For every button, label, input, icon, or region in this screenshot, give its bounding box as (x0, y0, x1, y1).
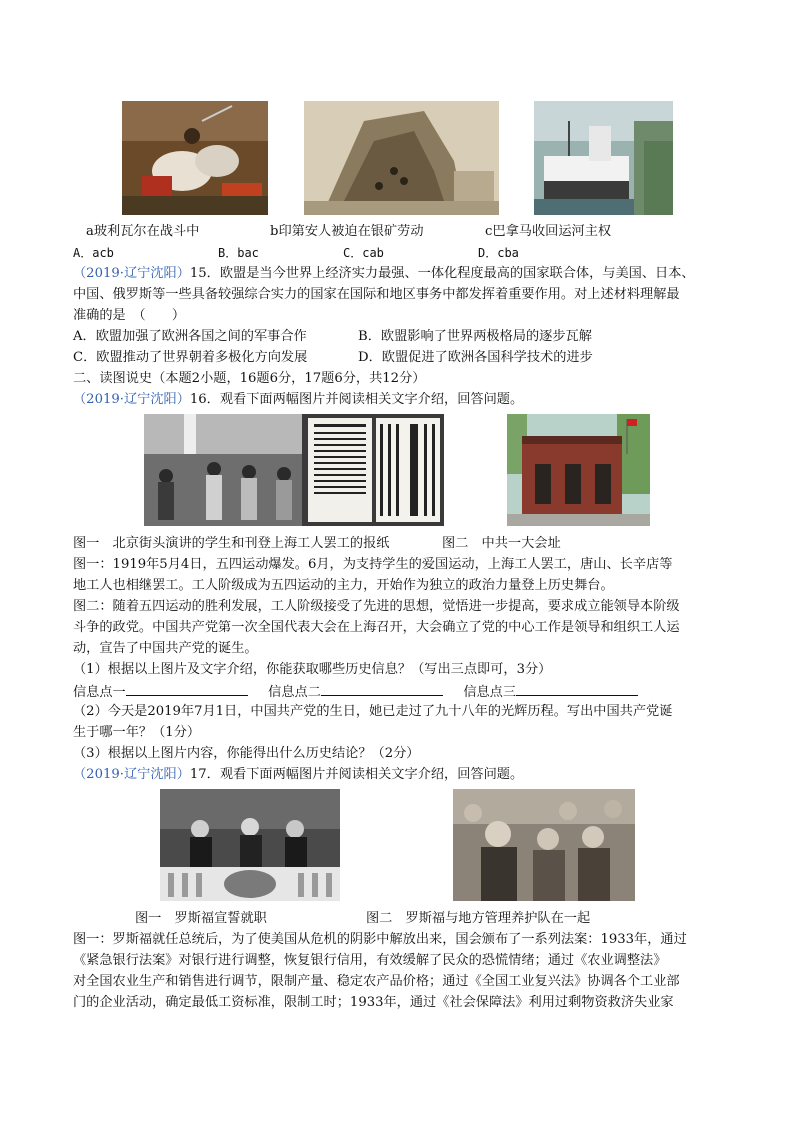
q15-option-d: D．欧盟促进了欧洲各国科学技术的进步 (358, 350, 593, 365)
q16-para2-line2: 斗争的政党。中国共产党第一次全国代表大会在上海召开，大会确立了党的中心工作是领导和组织工人运 (73, 620, 680, 635)
q14-caption-b: b印第安人被迫在银矿劳动 (270, 224, 424, 239)
q14-option-c: C．cab (343, 246, 384, 260)
q14-option-a: A．acb (73, 246, 114, 260)
q16-stem: （2019·辽宁沈阳）16．观看下面两幅图片并阅读相关文字介绍，回答问题。 (73, 392, 524, 407)
q16-para2-line1: 图二：随着五四运动的胜利发展，工人阶级接受了先进的思想，觉悟进一步提高，要求成立能领导本阶级 (73, 599, 680, 614)
bolivar-battle-painting (122, 101, 268, 215)
q16-para1-line2: 地工人也相继罢工。工人阶级成为五四运动的主力，开始作为独立的政治力量登上历史舞台。 (73, 578, 614, 593)
q16-sub3: （3）根据以上图片内容，你能得出什么历史结论？（2分） (73, 746, 420, 761)
q15-source: （2019·辽宁沈阳） (73, 266, 190, 281)
roosevelt-inauguration-photo (160, 789, 340, 901)
q16-sub2-line2: 生于哪一年？（1分） (73, 725, 201, 740)
q14-option-d: D．cba (478, 246, 519, 260)
q15-option-c: C．欧盟推动了世界朝着多极化方向发展 (73, 350, 308, 365)
q16-para2-line3: 动，宣告了中国共产党的诞生。 (73, 641, 258, 656)
workers-strike-newspaper-photo (302, 414, 444, 526)
q16-figure1-caption: 图一 北京街头演讲的学生和刊登上海工人罢工的报纸 (73, 536, 390, 551)
q16-source: （2019·辽宁沈阳） (73, 392, 190, 407)
first-congress-site-photo (507, 414, 650, 526)
q15-stem-line3: 准确的是 （ ） (73, 308, 186, 323)
q14-option-b: B．bac (218, 246, 259, 260)
info-point-2-label: 信息点二 (268, 685, 321, 700)
q16-info-points (73, 681, 638, 703)
q17-stem: （2019·辽宁沈阳）17．观看下面两幅图片并阅读相关文字介绍，回答问题。 (73, 767, 524, 782)
info-point-1-blank[interactable] (126, 681, 248, 696)
q17-source: （2019·辽宁沈阳） (73, 767, 190, 782)
q16-sub1: （1）根据以上图片及文字介绍，你能获取哪些历史信息？（写出三点即可，3分） (73, 662, 552, 677)
info-point-3-blank[interactable] (516, 681, 638, 696)
q15-option-a: A．欧盟加强了欧洲各国之间的军事合作 (73, 329, 307, 344)
students-street-speech-photo (144, 414, 302, 526)
q17-figure1-caption: 图一 罗斯福宣誓就职 (135, 911, 267, 926)
q17-para1-line2: 《紧急银行法案》对银行进行调整，恢复银行信用，有效缓解了民众的恐慌情绪；通过《农业调整法》 (73, 953, 667, 968)
q17-figure2-caption: 图二 罗斯福与地方管理养护队在一起 (366, 911, 591, 926)
q15-stem-line1: （2019·辽宁沈阳）15．欧盟是当今世界上经济实力最强、一体化程度最高的国家联合体，与美国、日本、 (73, 266, 695, 281)
q15-option-b: B．欧盟影响了世界两极格局的逐步瓦解 (358, 329, 592, 344)
q17-para1-line4: 门的企业活动，确定最低工资标准，限制工时；1933年，通过《社会保障法》利用过剩物资救济失业家 (73, 995, 674, 1010)
q14-caption-c: c巴拿马收回运河主权 (485, 224, 612, 239)
q17-para1-line1: 图一：罗斯福就任总统后，为了使美国从危机的阴影中解放出来，国会颁布了一系列法案：1933年，通过 (73, 932, 687, 947)
q16-figure2-caption: 图二 中共一大会址 (442, 536, 561, 551)
roosevelt-with-conservation-corps-photo (453, 789, 635, 901)
q16-sub2-line1: （2）今天是2019年7月1日，中国共产党的生日，她已走过了九十八年的光辉历程。写出中国共产党诞 (73, 704, 673, 719)
q14-caption-a: a玻利瓦尔在战斗中 (86, 224, 200, 239)
info-point-3-label: 信息点三 (463, 685, 517, 700)
section-heading: 二、读图说史（本题2小题，16题6分，17题6分，共12分） (73, 371, 426, 386)
silver-mine-engraving (304, 101, 499, 215)
q16-para1-line1: 图一：1919年5月4日，五四运动爆发。6月，为支持学生的爱国运动，上海工人罢工，唐山、长辛店等 (73, 557, 673, 572)
q15-stem-line2: 中国、俄罗斯等一些具备较强综合实力的国家在国际和地区事务中都发挥着重要作用。对上述材料理解最 (73, 287, 680, 302)
info-point-1-label: 信息点一 (73, 685, 126, 700)
q17-para1-line3: 对全国农业生产和销售进行调节，限制产量、稳定农产品价格；通过《全国工业复兴法》协调各个工业部 (73, 974, 680, 989)
info-point-2-blank[interactable] (321, 681, 443, 696)
panama-canal-ship-photo (534, 101, 673, 215)
